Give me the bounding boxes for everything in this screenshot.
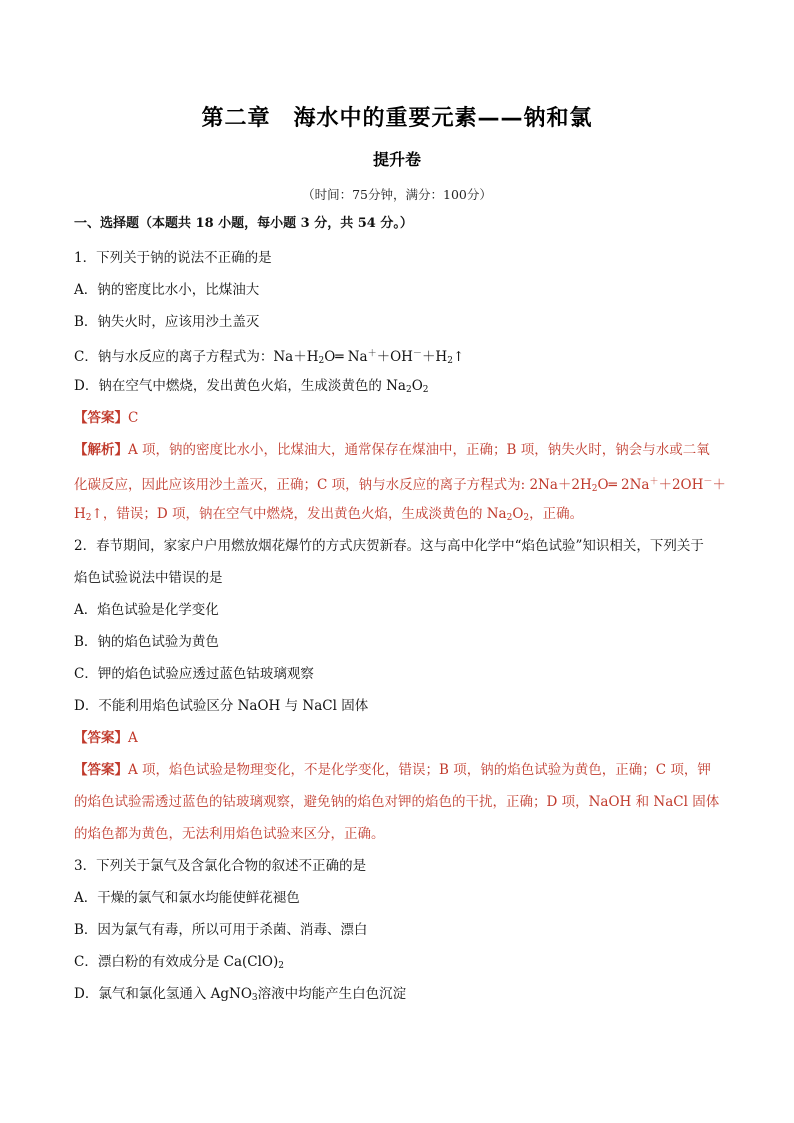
answer-value: A xyxy=(128,730,138,746)
q1-explanation-line-3: $H_2↑$，错误；D 项，钠在空气中燃烧，发出黄色火焰，生成淡黄色的 $Na_2O_2$，正确。 xyxy=(74,506,584,523)
q3-option-d: D．氯气和氯化氢通入 AgNO$_3$溶液中均能产生白色沉淀 xyxy=(74,986,407,1003)
q3-option-a: A．干燥的氯气和氯水均能使鲜花褪色 xyxy=(74,890,300,906)
section-heading: 一、选择题（本题共 18 小题，每小题 3 分，共 54 分。） xyxy=(74,216,413,231)
q2-option-a: A．焰色试验是化学变化 xyxy=(74,602,219,618)
q1-answer xyxy=(74,409,734,427)
q3-option-b: B．因为氯气有毒，所以可用于杀菌、消毒、漂白 xyxy=(74,922,368,938)
answer-tag: 【答案】 xyxy=(74,730,128,746)
q1-option-d: D．钠在空气中燃烧，发出黄色火焰，生成淡黄色的 $Na_2O_2$ xyxy=(74,378,429,395)
q2-stem-line-2: 焰色试验说法中错误的是 xyxy=(74,570,223,586)
q3-option-c: C．漂白粉的有效成分是 $Ca(ClO)_2$ xyxy=(74,954,284,971)
answer-tag: 【答案】 xyxy=(74,410,128,426)
document-title: 第二章 海水中的重要元素——钠和氯 xyxy=(201,106,593,131)
q3-stem: 3．下列关于氯气及含氯化合物的叙述不正确的是 xyxy=(74,858,367,874)
q2-stem-line-1: 2．春节期间，家家户户用燃放烟花爆竹的方式庆贺新春。这与高中化学中“焰色试验”知识相关，下列关于 xyxy=(74,538,704,554)
q2-explanation-line-1: 【答案】A 项，焰色试验是物理变化，不是化学变化，错误；B 项，钠的焰色试验为黄色，正确；C 项，钾 xyxy=(74,762,711,778)
q2-answer xyxy=(74,729,734,747)
q1-stem: 1．下列关于钠的说法不正确的是 xyxy=(74,250,272,266)
q1-option-c: C．钠与水反应的离子方程式为：$Na+H_2O═$ $Na^++OH^-+H_2↑$ xyxy=(74,349,465,366)
answer-value: C xyxy=(128,410,139,426)
q1-option-a: A．钠的密度比水小，比煤油大 xyxy=(74,282,260,298)
q1-option-b: B．钠失火时，应该用沙土盖灭 xyxy=(74,314,260,330)
q2-option-b: B．钠的焰色试验为黄色 xyxy=(74,634,219,650)
q1-explanation-line-2: 化碳反应，因此应该用沙土盖灭，正确；C 项，钠与水反应的离子方程式为: $2Na+2H_2O═$ 2Na＋＋2OH－＋ xyxy=(74,477,726,494)
document-subtitle: 提升卷 xyxy=(372,150,421,169)
q2-explanation-line-2: 的焰色试验需透过蓝色的钴玻璃观察，避免钠的焰色对钾的焰色的干扰，正确；D 项，NaOH 和 NaCl 固体 xyxy=(74,794,720,810)
q2-option-d: D．不能利用焰色试验区分 NaOH 与 NaCl 固体 xyxy=(74,698,369,714)
q2-option-c: C．钾的焰色试验应透过蓝色钴玻璃观察 xyxy=(74,666,314,682)
q2-explanation-line-3: 的焰色都为黄色，无法利用焰色试验来区分，正确。 xyxy=(74,826,385,842)
exam-time-score-info: （时间：75分钟，满分：100分） xyxy=(302,187,492,202)
q1-explanation-line-1: 【解析】A 项，钠的密度比水小，比煤油大，通常保存在煤油中，正确；B 项，钠失火时，钠会与水或二氧 xyxy=(74,442,710,458)
